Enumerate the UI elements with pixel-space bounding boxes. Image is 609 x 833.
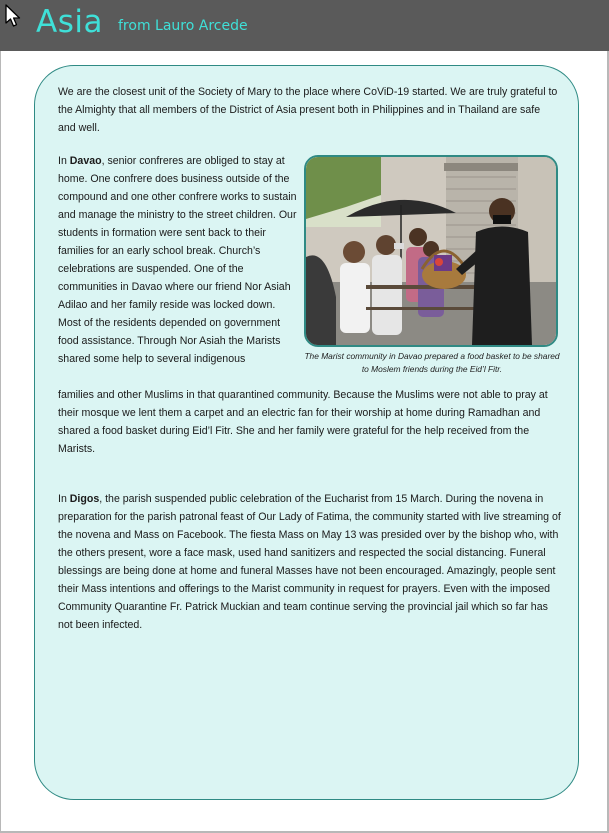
digos-paragraph xyxy=(58,490,563,634)
davao-paragraph-continued: families and other Muslims in that quarantined community. Because the Muslims were not able to pray at their mosque we lent them a carpet and an electric fan for their worship at home during Ramadhan and shared a food basket during Eid’l Fitr. She and her family were grateful for the help received from the Marists. xyxy=(58,389,548,455)
photo-caption: The Marist community in Davao prepared a food basket to be shared to Moslem friends during the Eid’l Fitr. xyxy=(304,351,560,374)
davao-place: Davao xyxy=(69,155,102,167)
frame-left-border xyxy=(0,51,1,833)
davao-intro: In xyxy=(58,155,70,167)
davao-paragraph xyxy=(58,152,298,368)
food-basket-photo xyxy=(304,155,558,347)
digos-place: Digos xyxy=(69,493,100,505)
digos-text: , the parish suspended public celebration of the Eucharist from 15 March. During the novena in preparation for the parish patronal feast of Our Lady of Fatima, the community started with live streaming of the novena and Mass on Facebook. The fiesta Mass on May 13 was presided over by the bishop who, with the others present, wore a face mask, used hand sanitizers and respected the social distancing. Funeral blessings are being done at home and funeral Masses have not been encouraged. Amazingly, people sent their Mass intentions and offerings to the Marist community in request for prayers. Even with the imposed Community Quarantine Fr. Patrick Muckian and team continue serving the provincial jail which so far has not been infected. xyxy=(58,493,561,631)
mouse-pointer-icon xyxy=(4,4,24,28)
page-header xyxy=(0,0,609,51)
digos-intro: In xyxy=(58,493,70,505)
intro-paragraph: We are the closest unit of the Society of Mary to the place where CoViD-19 started. We are truly grateful to the Almighty that all members of the District of Asia present both in Philippines and in Thailand are safe and well. xyxy=(58,86,558,134)
page-title: Asia xyxy=(36,4,103,40)
page-subtitle: from Lauro Arcede xyxy=(118,18,248,34)
davao-text: , senior confreres are obliged to stay at home. One confrere does business outside of the compound and one other confrere works to sustain and manage the ministry to the street children. Our students in formation were sent back to their families for an early school break. Church’s celebrations are suspended. One of the communities in Davao where our friend Nor Asiah Adilao and her family reside was locked down. Most of the residents depended on government food assistance. Through Nor Asiah the Marists shared some help to several indigenous xyxy=(58,155,297,365)
